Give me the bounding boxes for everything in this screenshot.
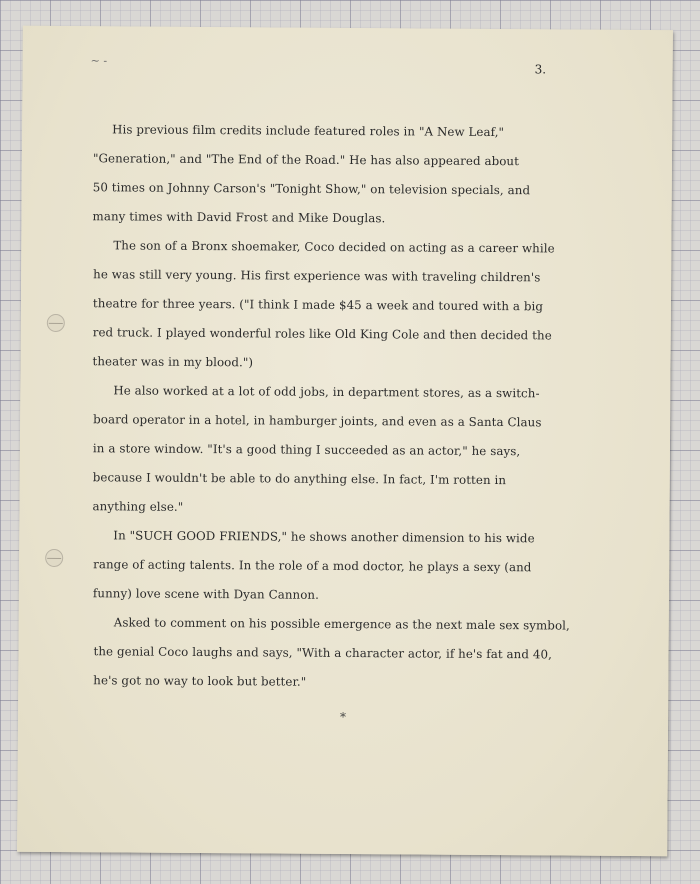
text-line: In "SUCH GOOD FRIENDS," he shows another dimension to his wide — [113, 528, 535, 546]
text-line: funny) love scene with Dyan Cannon. — [92, 586, 320, 602]
text-line: in a store window. "It's a good thing I succeeded as an actor," he says, — [92, 441, 521, 459]
text-line: the genial Coco laughs and says, "With a character actor, if he's fat and 40, — [93, 644, 553, 662]
punch-hole-bottom — [45, 549, 63, 567]
text-line: red truck. I played wonderful roles like Old King Cole and then decided the — [92, 325, 552, 343]
text-line: He also worked at a lot of odd jobs, in department stores, as a switch- — [113, 383, 540, 401]
text-line: Asked to comment on his possible emergence as the next male sex symbol, — [113, 615, 570, 633]
text-line: anything else." — [92, 499, 184, 514]
staple-mark: ~ - — [90, 54, 108, 68]
text-line: 50 times on Johnny Carson's "Tonight Show," on television specials, and — [92, 180, 531, 198]
text-line: The son of a Bronx shoemaker, Coco decided on acting as a career while — [113, 238, 555, 256]
punch-hole-top — [47, 314, 65, 332]
text-line: board operator in a hotel, in hamburger joints, and even as a Santa Claus — [93, 412, 542, 430]
text-line: theater was in my blood.") — [92, 354, 254, 370]
text-line: His previous film credits include featured roles in "A New Leaf," — [112, 122, 505, 140]
text-line: he was still very young. His first experience was with traveling children's — [93, 267, 541, 285]
text-line: because I wouldn't be able to do anything else. In fact, I'm rotten in — [92, 470, 507, 488]
document-page — [17, 26, 673, 857]
page-number: 3. — [534, 62, 547, 77]
text-line: many times with David Frost and Mike Douglas. — [92, 209, 386, 226]
text-line: range of acting talents. In the role of a mod doctor, he plays a sexy (and — [93, 557, 532, 575]
text-line: "Generation," and "The End of the Road." He has also appeared about — [92, 151, 520, 169]
text-line: theatre for three years. ("I think I made $45 a week and toured with a big — [92, 296, 544, 314]
end-asterisk: * — [340, 709, 347, 725]
text-line: he's got no way to look but better." — [93, 673, 307, 689]
